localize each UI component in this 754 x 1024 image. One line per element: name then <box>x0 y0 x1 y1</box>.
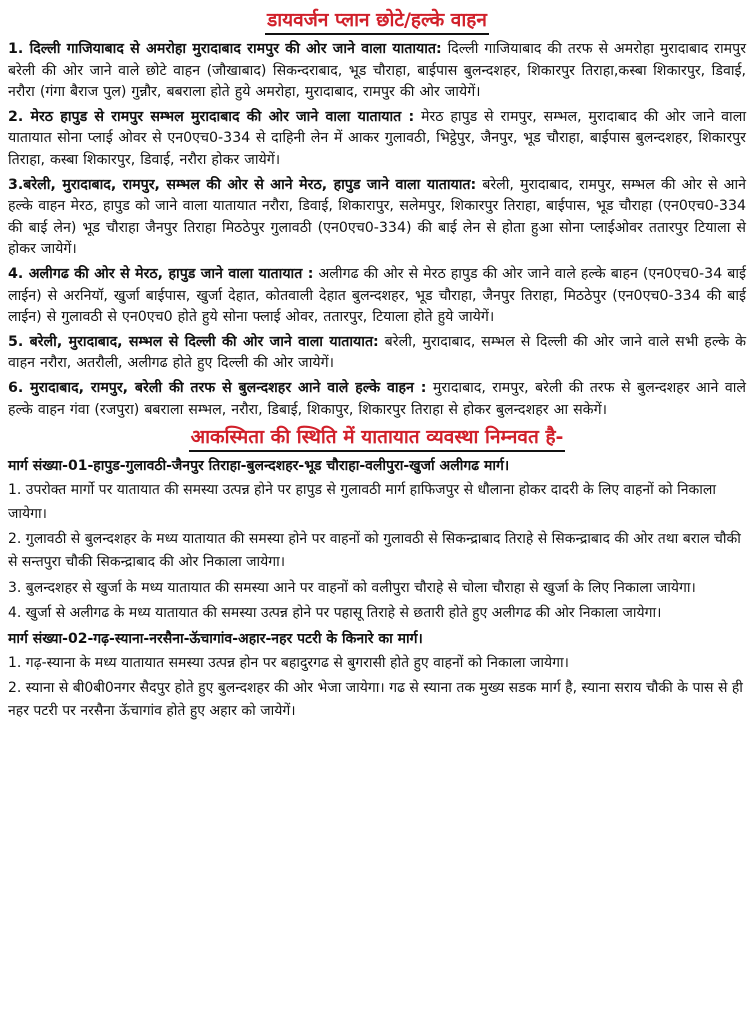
diversion-item-heading: 5. बरेली, मुरादाबाद, सम्भल से दिल्ली की ओर जाने वाला यातायात: <box>8 333 379 350</box>
route-2-point-2: 2. स्याना से बी0बी0नगर सैदपुर होते हुए बुलन्दशहर की ओर भेजा जायेगा। गढ से स्याना तक मुख्य सडक मार्ग है, स्याना सराय चौकी के पास से ही नहर पटरी पर नरसैना ऊॅचागांव होते हुए अहार को जायेगें। <box>8 679 743 720</box>
diversion-item-heading: 2. मेरठ हापुड से रामपुर सम्भल मुरादाबाद की ओर जाने वाला यातायात : <box>8 108 415 125</box>
diversion-item-text: दिल्ली गाजियाबाद की तरफ से अमरोहा मुरादाबाद रामपुर बरेली की ओर जाने वाले छोटे वाहन (जौखाबाद) सिकन्दराबाद, भूड चौराहा, बाईपास बुलन्दशहर, शिकारपुर तिराहा,कस्बा शिकारपुर, डिवाई, नरौरा (गंगा बैराज पुल) गुन्नौर, बबराला होते हुये अमरोहा, मुरादाबाद, रामपुर की ओर जायेगें। <box>8 41 746 101</box>
diversion-item-2 <box>8 107 746 172</box>
page-title: डायवर्जन प्लान छोटे/हल्के वाहन <box>265 8 489 35</box>
diversion-item-heading: 3.बरेली, मुरादाबाद, रामपुर, सम्भल की ओर से आने मेरठ, हापुड जाने वाला यातायात: <box>8 176 477 193</box>
title-wrap <box>8 8 746 35</box>
diversion-item-heading: 1. दिल्ली गाजियाबाद से अमरोहा मुरादाबाद रामपुर की ओर जाने वाला यातायात: <box>8 41 442 57</box>
route-2-point-1: 1. गढ़-स्याना के मध्य यातायात समस्या उत्पन्न होन पर बहादुरगढ से बुगरासी होते हुए वाहनों को निकाला जायेगा। <box>8 654 569 671</box>
diversion-item-text: बरेली, मुरादाबाद, रामपुर, सम्भल की ओर से आने हल्के वाहन मेरठ, हापुड को जाने वाला यातायात नरौरा, डिवाई, शिकारापुर, सलेमपुर, शिकारपुर तिराहा, बाईपास, भूड चौराहा (एन0एच0-334 की बाई लेन) भूड चौराहा जैनपुर तिराहा मिठठेपुर गुलावठी (एन0एच0-334) की बाई लेन से होता हुआ सोना प्लाईओवर ततारपुर टियाला से होकर जायेगें। <box>8 176 746 258</box>
diversion-item-heading: 4. अलीगढ की ओर से मेरठ, हापुड जाने वाला यातायात : <box>8 265 314 282</box>
diversion-item-text: मुरादाबाद, रामपुर, बरेली की तरफ से बुलन्दशहर आने वाले हल्के वाहन गंवा (रजपुरा) बबराला सम्भल, नरौरा, डिबाई, शिकापुर, शिकारपुर तिराहा से होकर बुलन्दशहर आ सकेगें। <box>8 379 746 418</box>
diversion-item-text: मेरठ हापुड से रामपुर, सम्भल, मुरादाबाद की ओर जाने वाला यातायात सोना प्लाई ओवर से एन0एच0-334 से दाहिनी लेन में आकर गुलावठी, भिट्ठेपुर, जैनपुर, भूड चौराहा, बाईपास बुलन्दशहर, शिकारपुर तिराहा, कस्बा शिकारपुर, डिवाई, नरौरा होकर जायेगें। <box>8 108 746 168</box>
diversion-item-4 <box>8 264 746 329</box>
diversion-item-3 <box>8 175 746 261</box>
diversion-item-6 <box>8 378 746 421</box>
route-2-heading: मार्ग संख्या-02-गढ़-स्याना-नरसैना-ऊॅचागांव-अहार-नहर पटरी के किनारे का मार्ग। <box>8 630 423 647</box>
diversion-item-text: अलीगढ की ओर से मेरठ हापुड की ओर जाने वाले हल्के बाहन (एन0एच0-34 बाई लाईन) से अरनियॉ, खुर्जा बाईपास, खुर्जा देहात, कोतवाली देहात बुलन्दशहर, भूड चौराहा, जैनपुर तिराहा, मिठठेपुर (एन0एच0-334 की बाई लाईन) से गुलावठी से एन0एच0 होते हुये सोना फ्लाई ओवर, ततारपुर, टियाला होते हुये जायेगें। <box>8 265 746 326</box>
route-1-point-2: 2. गुलावठी से बुलन्दशहर के मध्य यातायात की समस्या होने पर वाहनों को गुलावठी से सिकन्द्राबाद तिराहे से सिकन्द्राबाद की ओर तथा बराल चौकी से सन्तपुरा चौकी सिकन्द्राबाद की ओर निकाला जायेगा। <box>8 530 741 571</box>
diversion-item-heading: 6. मुरादाबाद, रामपुर, बरेली की तरफ से बुलन्दशहर आने वाले हल्के वाहन : <box>8 379 427 396</box>
emergency-title: आकस्मिता की स्थिति में यातायात व्यवस्था निम्नवत है- <box>189 425 566 452</box>
route-1-heading: मार्ग संख्या-01-हापुड-गुलावठी-जैनपुर तिराहा-बुलन्दशहर-भूड चौराहा-वलीपुरा-खुर्जा अलीगढ मार्ग। <box>8 458 510 475</box>
diversion-item-5 <box>8 332 746 375</box>
diversion-item-text: बरेली, मुरादाबाद, सम्भल से दिल्ली की ओर जाने वाले सभी हल्के के वाहन नरौरा, अतरौली, अलीगढ होते हुए दिल्ली की ओर जायेगें। <box>8 333 746 372</box>
diversion-item-1 <box>8 39 746 104</box>
route-1-point-3: 3. बुलन्दशहर से खुर्जा के मध्य यातायात की समस्या आने पर वाहनों को वलीपुरा चौराहे से चोला चौराहा से खुर्जा के लिए निकाला जायेगा। <box>8 579 696 596</box>
route-1-point-4: 4. खुर्जा से अलीगढ के मध्य यातायात की समस्या उत्पन्न होने पर पहासू तिराहे से छतारी होते हुए अलीगढ की ओर निकाला जायेगा। <box>8 605 662 622</box>
emergency-title-wrap <box>8 425 746 452</box>
route-1-point-1: 1. उपरोक्त मार्गो पर यातायात की समस्या उत्पन्न होने पर हापुड से गुलावठी मार्ग हाफिजपुर से धौलाना होकर दादरी के लिए वाहनों को निकाला जायेगा। <box>8 482 716 522</box>
